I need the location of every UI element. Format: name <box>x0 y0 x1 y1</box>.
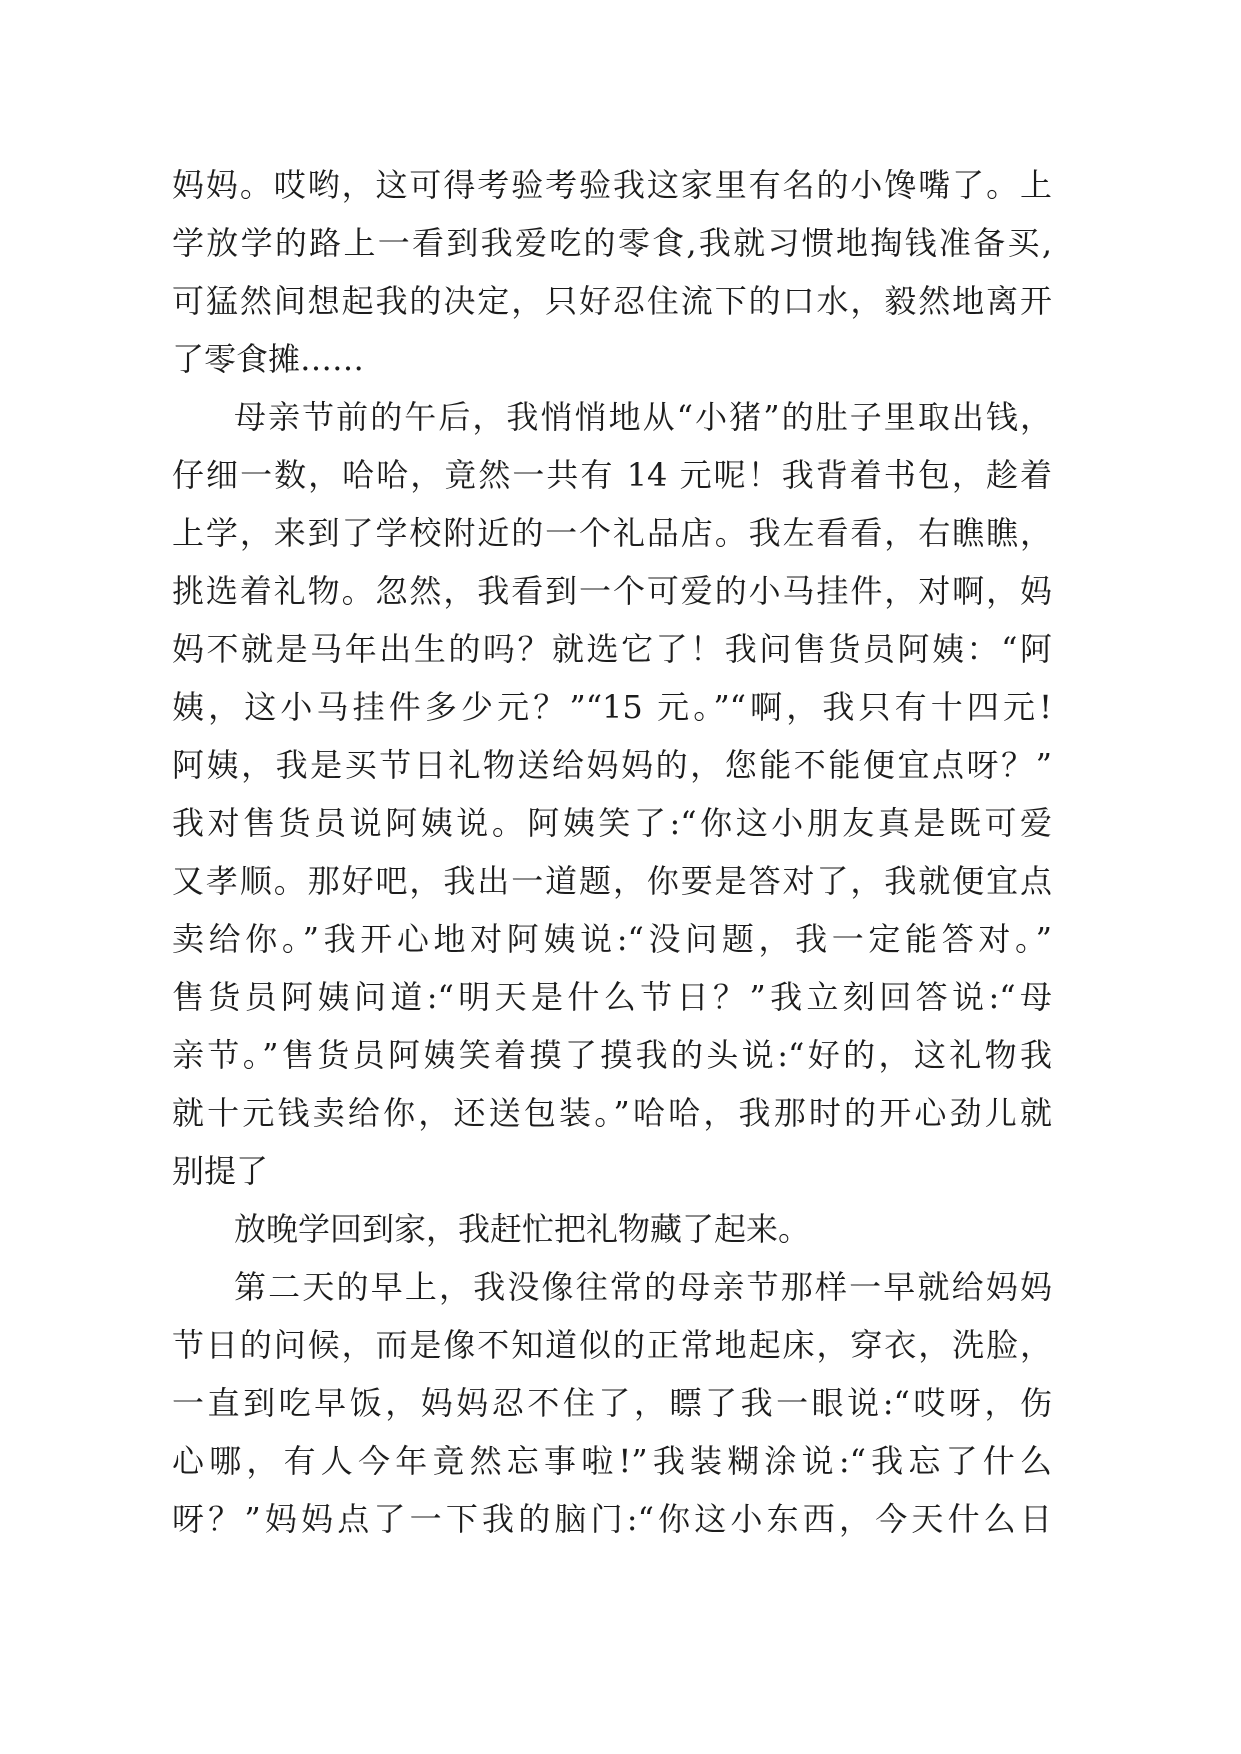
text-line: 妈妈。哎哟，这可得考验考验我这家里有名的小馋嘴了。上 <box>172 166 1052 204</box>
text-line: 节日的问候，而是像不知道似的正常地起床，穿衣，洗脸， <box>172 1326 1052 1364</box>
text-line: 一直到吃早饭，妈妈忍不住了，瞟了我一眼说:“哎呀，伤 <box>172 1384 1052 1422</box>
text-line: 呀？”妈妈点了一下我的脑门:“你这小东西，今天什么日 <box>172 1500 1052 1538</box>
paragraph <box>172 156 1052 388</box>
text-line: 别提了 <box>172 1152 269 1190</box>
text-line: 学放学的路上一看到我爱吃的零食,我就习惯地掏钱准备买, <box>172 224 1052 262</box>
body-text <box>172 156 1052 1548</box>
paragraph <box>172 1258 1052 1548</box>
text-line: 仔细一数，哈哈，竟然一共有 14 元呢！我背着书包，趁着 <box>172 456 1052 494</box>
text-line: 亲节。”售货员阿姨笑着摸了摸我的头说:“好的，这礼物我 <box>172 1036 1052 1074</box>
text-line: 我对售货员说阿姨说。阿姨笑了:“你这小朋友真是既可爱 <box>172 804 1052 842</box>
text-line: 就十元钱卖给你，还送包装。”哈哈，我那时的开心劲儿就 <box>172 1094 1052 1132</box>
text-line: 放晚学回到家，我赶忙把礼物藏了起来。 <box>234 1210 811 1248</box>
text-line: 卖给你。”我开心地对阿姨说:“没问题，我一定能答对。” <box>172 920 1052 958</box>
paragraph <box>172 1200 1052 1258</box>
text-line: 第二天的早上，我没像往常的母亲节那样一早就给妈妈 <box>234 1268 1052 1306</box>
text-line: 心哪，有人今年竟然忘事啦!”我装糊涂说:“我忘了什么 <box>172 1442 1052 1480</box>
text-line: 姨，这小马挂件多少元？”“15 元。”“啊，我只有十四元! <box>172 688 1052 726</box>
text-line: 母亲节前的午后，我悄悄地从“小猪”的肚子里取出钱， <box>234 398 1052 436</box>
text-line: 又孝顺。那好吧，我出一道题，你要是答对了，我就便宜点 <box>172 862 1052 900</box>
text-line: 了零食摊…… <box>172 340 365 378</box>
text-line: 上学，来到了学校附近的一个礼品店。我左看看，右瞧瞧， <box>172 514 1052 552</box>
text-line: 挑选着礼物。忽然，我看到一个可爱的小马挂件，对啊，妈 <box>172 572 1052 610</box>
text-line: 售货员阿姨问道:“明天是什么节日？”我立刻回答说:“母 <box>172 978 1052 1016</box>
text-line: 妈不就是马年出生的吗？就选它了！我问售货员阿姨：“阿 <box>172 630 1052 668</box>
paragraph <box>172 388 1052 1200</box>
text-line: 阿姨，我是买节日礼物送给妈妈的，您能不能便宜点呀？” <box>172 746 1052 784</box>
text-line: 可猛然间想起我的决定，只好忍住流下的口水，毅然地离开 <box>172 282 1052 320</box>
